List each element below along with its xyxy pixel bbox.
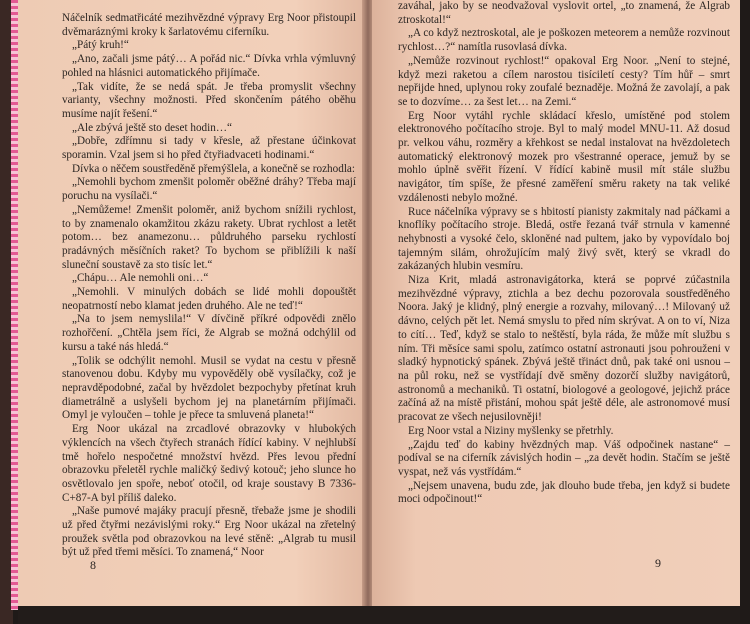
paragraph: „Tolik se odchýlit nemohl. Musil se vydat na cestu v přesně stanovenou dobu. Kdyby mu vypověděly obě vysílačky, což je nepravděpodobné, začal by hvězdolet bezpochyby přetínat kruh diametrálně a uslyšeli bychom jej na planetárním přijímači. Omyl je vyloučen – tohle je přece ta smluvená planeta!“ <box>62 354 356 422</box>
paragraph: „Pátý kruh!“ <box>72 39 129 52</box>
right-page-text <box>398 0 730 507</box>
paragraph: „Zajdu teď do kabiny hvězdných map. Váš odpočinek nastane“ – podíval se na ciferník závislých hodin – „za devět hodin. Stačím se ještě vyspat, než vás vystřídám.“ <box>398 438 730 478</box>
left-page-text <box>62 12 356 560</box>
paragraph: „Nejsem unavena, budu zde, jak dlouho bude třeba, jen když si budete moci odpočinout!“ <box>398 479 730 506</box>
paragraph: Náčelník sedmatřicáté mezihvězdné výpravy Erg Noor přistoupil dvěmaráznými kroky k šarlatovému ciferníku. <box>62 12 356 38</box>
paragraph: Ruce náčelníka výpravy se s hbitostí pianisty zakmitaly nad páčkami a knoflíky počítacího stroje. Bledá, ostře řezaná tvář strnula v kamenné nehybnosti a vysoké čelo, skloněné nad pultem, jako by vypovídalo boj tajemným silám, ohrožujícím malý živý svět, který se vkradl do zakázaných hlubin vesmíru. <box>398 205 730 273</box>
paragraph: „Ano, začali jsme pátý… A pořád nic.“ Dívka vrhla výmluvný pohled na hlásnici automatického přijímače. <box>62 53 356 79</box>
paragraph: Niza Krit, mladá astronavigátorka, která se poprvé zúčastnila mezihvězdné výpravy, ztichla a bez dechu pozorovala soustředěného Noora. Jaký je klidný, plný energie a rozvahy, milovaný…! Milovaný už dávno, celých pět let. Nemá smyslu to před ním skrývat. A on to ví, Niza to cítí… Teď, když se stalo to neštěstí, byla ráda, že může mít službu s ním. Tři měsíce sami spolu, zatímco ostatní astronauti jsou pohrouženi v sladký hypnotický spánek. Zbývá ještě třináct dnů, pak také oni usnou – na půl roku, než se vystřídají dvě směny dozorčí služby navigátorů, astronomů a mechaniků. Ti ostatní, biologové a geologové, jejichž práce začíná až na místě přistání, mohou spát ještě déle, ale astronomové musí pracovat ze všech nejusilovněji! <box>398 274 730 424</box>
paragraph: „Nemohli. V minulých dobách se lidé mohli dopouštět neopatrností nebo klamat jeden druhého. Ale ne teď!“ <box>62 286 356 312</box>
right-page <box>372 0 740 606</box>
paragraph: zaváhal, jako by se neodvažoval vyslovit ortel, „to znamená, že Algrab ztroskotal!“ <box>398 0 730 26</box>
paragraph: „Naše pumové majáky pracují přesně, třebaže jsme je shodili už před čtyřmi nezávislými roky.“ Erg Noor ukázal na zřetelný proužek světla pod obrazovkou na levé stěně: „Algrab tu musil být už před třemi měsíci. To znamená,“ Noor <box>62 505 356 559</box>
paragraph: „Tak vidíte, že se nedá spát. Je třeba promyslit všechny varianty, všechny možnosti. Před skončením pátého oběhu musíme najít řešení.“ <box>62 80 356 120</box>
paragraph: „Dobře, zdřímnu si tady v křesle, až přestane účinkovat sporamin. Vzal jsem si ho před čtyřiadvaceti hodinami.“ <box>62 135 356 162</box>
paragraph: „Na to jsem nemyslila!“ V dívčině příkré odpovědi znělo rozhořčení. „Chtěla jsem říci, že Algrab se možná odchýlil od kursu a také nás hledá.“ <box>62 313 356 353</box>
left-page <box>18 0 364 606</box>
paragraph: „Nemohli bychom zmenšit poloměr oběžné dráhy? Třeba mají poruchu na vysílači.“ <box>62 176 356 203</box>
paragraph: „A co když neztroskotal, ale je poškozen meteorem a nemůže rozvinout rychlost…?“ namítla rusovlasá dívka. <box>398 27 730 54</box>
page-number-right: 9 <box>655 556 661 570</box>
page-edge-stripes <box>11 0 18 610</box>
paragraph: „Chápu… Ale nemohli oni…“ <box>72 272 209 285</box>
page-number-left: 8 <box>90 558 96 572</box>
paragraph: Erg Noor vstal a Niziny myšlenky se přetrhly. <box>408 424 614 437</box>
paragraph: Erg Noor vytáhl rychle skládací křeslo, umístěné pod stolem elektronového počítacího stroje. Byl to malý model MNU-11. Až dosud pr. velkou váhu, rozměry a křehkost se nedal instalovat na hvězdoletech automatický elektronový mozek pro všestranné operace, jemuž by se mohlo úplně svěřit řízení. V řídící kabině musil mít stále službu navigátor, tím spíše, že přesné zaměření směru rakety na tak veliké vzdálenosti nebylo možné. <box>398 109 730 204</box>
paragraph: Dívka o něčem soustředěně přemýšlela, a konečně se rozhodla: <box>72 162 355 175</box>
paragraph: „Ale zbývá ještě sto deset hodin…“ <box>72 121 232 134</box>
book-bottom-edge <box>18 606 740 624</box>
paragraph: Erg Noor ukázal na zrcadlové obrazovky v hlubokých výklencích na všech čtyřech stranách řídící kabiny. V nejhlubší tmě hořelo nespočetné množství hvězd. Přes levou přední obrazovku přeletěl rychle maličký šedivý kotouč; jeho slunce ho osvětlovalo jen spoře, neboť otočil, od kraje soustavy B 7336-C+87-A byl příliš daleko. <box>62 423 356 504</box>
paragraph: „Nemůžeme! Zmenšit poloměr, aniž bychom snížili rychlost, to by znamenalo okamžitou zkázu rakety. Ubrat rychlost a letět potom… bez anamezonu… půldruhého parseku rychlostí pradávných měsíčních raket? To bychom se přiblížili k naší sluneční soustavě za sto tisíc let.“ <box>62 203 356 271</box>
paragraph: „Nemůže rozvinout rychlost!“ opakoval Erg Noor. „Není to stejné, když mezi raketou a cílem narostou tisíciletí cesty? Tím hůř – smrt nepřijde hned, uplynou roky zoufalé beznaděje. Možná že zavolají, a pak se to dozvíme… za šest let… na Zemi.“ <box>398 54 730 108</box>
